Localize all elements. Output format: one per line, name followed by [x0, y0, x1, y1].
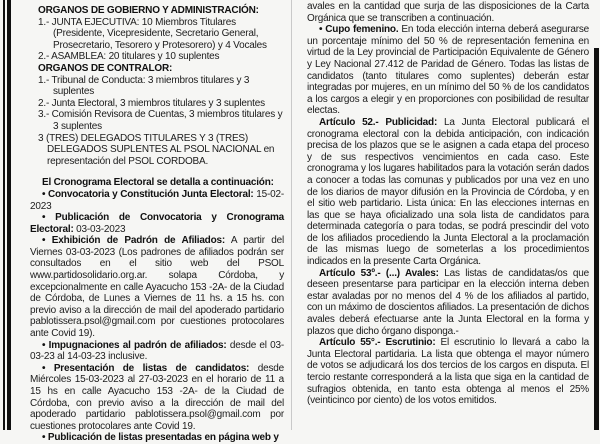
- schedule-item-label: • Convocatoria y Constitución Junta Electoral:: [42, 188, 254, 200]
- articulo-55-paragraph: [307, 337, 589, 407]
- schedule-item-text: A partir del Viernes 03-03-2023 (Los padrones de afiliados podrán ser consultados en el sitio web del PSOL www.partidosolidario.org.ar. solapa Córdoba, y excepcionalmente en calle Ayacucho 153 -2A- de la Ciudad de Córdoba, de Lunes a Viernes de 11 hs. a 15 hs. con previo aviso a la dirección de mail del apoderado partidario pablotissera.psol@gmail.com por cuestiones protocolares ante Covid 19).: [30, 235, 285, 340]
- schedule-item-label: • Publicación de Convocatoria y Cronograma Electoral:: [30, 212, 284, 235]
- cupo-femenino-label: • Cupo femenino.: [319, 24, 399, 36]
- scan-border-left-thick: [7, 0, 11, 430]
- articulo-55-label: Artículo 55°.- Escrutinio:: [319, 337, 436, 349]
- spacer: [30, 167, 284, 177]
- schedule-item-impugnaciones: [30, 340, 284, 363]
- articulo-53-paragraph: [307, 268, 589, 338]
- articulo-52-label: Artículo 52.- Publicidad:: [319, 116, 438, 128]
- gov-admin-item: 2.- ASAMBLEA: 20 titulares y 10 suplentes: [38, 51, 220, 63]
- schedule-item-label: • Impugnaciones al padrón de afiliados:: [42, 339, 227, 351]
- articulo-52-text: La Junta Electoral publicará el cronograma electoral con la debida anticipación, con indicación precisa de los plazos que se le asignen a cada etapa del proceso y de sus respectivos vencimientos en cada caso. Este cronograma y los lugares habilitados para la votación serán dados a conocer a todas las comunas y publicados por una vez en uno de los diarios de mayor difusión en la Provincia de Córdoba, y en el sitio web partidario. Lista única: En las elecciones internas en las que se haya oficializado una sola lista de candidatos para determinada categoría o para todas, se podrá prescindir del voto de los afiliados procediendo la Junta Electoral a la proclamación de las mismas luego de someterlas a los procedimientos indicados en la presente Carta Orgánica.: [307, 116, 589, 268]
- articulo-53-label: Artículo 53º.- (...) Avales:: [319, 267, 439, 279]
- gov-admin-heading: [38, 5, 284, 17]
- schedule-item-text: desde el 03-03-23 al 14-03-23 inclusive.: [30, 339, 284, 363]
- cupo-femenino-paragraph: [307, 24, 589, 117]
- contralor-item: 1.- Tribunal de Conducta: 3 miembros titulares y 3 suplentes: [38, 74, 250, 98]
- schedule-item-label: • Exhibición de Padrón de Afiliados:: [42, 235, 225, 247]
- continuation-paragraph: avales en la cantidad que surja de las disposiciones de la Carta Orgánica que se transcriben a continuación.: [307, 1, 589, 24]
- contralor-item: 3.- Comisión Revisora de Cuentas, 3 miembros titulares y 3 suplentes: [38, 109, 283, 132]
- schedule-item-text: 03-03-2023: [76, 223, 126, 235]
- schedule-heading: [30, 177, 284, 189]
- scan-border-left-thin: [3, 0, 5, 430]
- cupo-femenino-text: En toda elección interna deberá asegurarse un porcentaje mínimo del 50 % de representación femenina en virtud de la Ley provincial de Participación Equivalente de Género y Ley Nacional 27.412 de Paridad de Género. Todas las listas de candidatos (tanto titulares como suplentes) deberán estar integradas por mujeres, en un mínimo del 50 % de los candidatos a los cargos a elegir y en proporciones con posibilidad de resultar electas.: [307, 24, 589, 117]
- schedule-item-exhibicion-padron: [30, 235, 284, 339]
- contralor-heading: [38, 63, 284, 75]
- articulo-55-text: El escrutinio lo llevará a cabo la Junta Electoral partidaria. La lista que obtenga el mayor número de votos se adjudicará los dos tercios de los cargos en disputa. El tercio restante corresponderá a la lista que siga en la cantidad de sufragios obtenida, en tanto esta obtenga al menos el 25% (veinticinco por ciento) de los votos emitidos.: [307, 337, 589, 407]
- gov-admin-item: 1.- JUNTA EJECUTIVA: 10 Miembros Titulares (Presidente, Vicepresidente, Secretario General, Prosecretario, Tesorero y Protesorero) y 4 Vocales: [38, 16, 267, 51]
- delegates-note: 3 (TRES) DELEGADOS TITULARES Y 3 (TRES) DELEGADOS SUPLENTES AL PSOL NACIONAL en representación del PSOL CORDOBA.: [38, 132, 275, 167]
- right-column: [307, 1, 589, 407]
- schedule-item-label: • Presentación de listas de candidatos:: [42, 362, 250, 374]
- schedule-item-text: 15-02-2023: [30, 188, 284, 212]
- contralor-item: 2.- Junta Electoral, 3 miembros titulares y 3 suplentes: [38, 97, 265, 109]
- schedule-item-publicacion-listas: [30, 432, 284, 444]
- schedule-item-text: desde Miércoles 15-03-2023 al 27-03-2023 en el horario de 11 a 15 hs en calle Ayacucho 153 -2A- de la Ciudad de Córdoba, con previo aviso a la dirección de mail del apoderado partidario pablotissera.psol@gmail.com por cuestiones protocolares ante Covid 19.: [30, 362, 284, 432]
- articulo-52-paragraph: [307, 117, 589, 268]
- governing-bodies-section: [38, 5, 284, 167]
- left-column: [30, 5, 284, 444]
- schedule-item-publicacion-convocatoria: [30, 212, 284, 235]
- scan-border-right: [594, 48, 599, 430]
- gov-admin-heading-text: ORGANOS DE GOBIERNO Y ADMINISTRACIÓN:: [38, 5, 259, 16]
- articulo-53-text: Las listas de candidatas/os que deseen presentarse para participar en la elección interna deben estar avaladas por no menos del 4 % de los afiliados al partido, con un máximo de doscientos afiliados. La presentación de dichos avales deberá efectuarse ante la Junta Electoral en la forma y plazos que dicho órgano disponga.-: [307, 267, 589, 337]
- contralor-heading-text: ORGANOS DE CONTRALOR:: [38, 62, 173, 74]
- schedule-heading-text: El Cronograma Electoral se detalla a continuación:: [42, 177, 274, 189]
- schedule-item-convocatoria: [30, 189, 284, 212]
- column-divider: [291, 0, 292, 430]
- schedule-item-presentacion-listas: [30, 363, 284, 433]
- schedule-item-label: • Publicación de listas presentadas en página web y: [42, 432, 279, 444]
